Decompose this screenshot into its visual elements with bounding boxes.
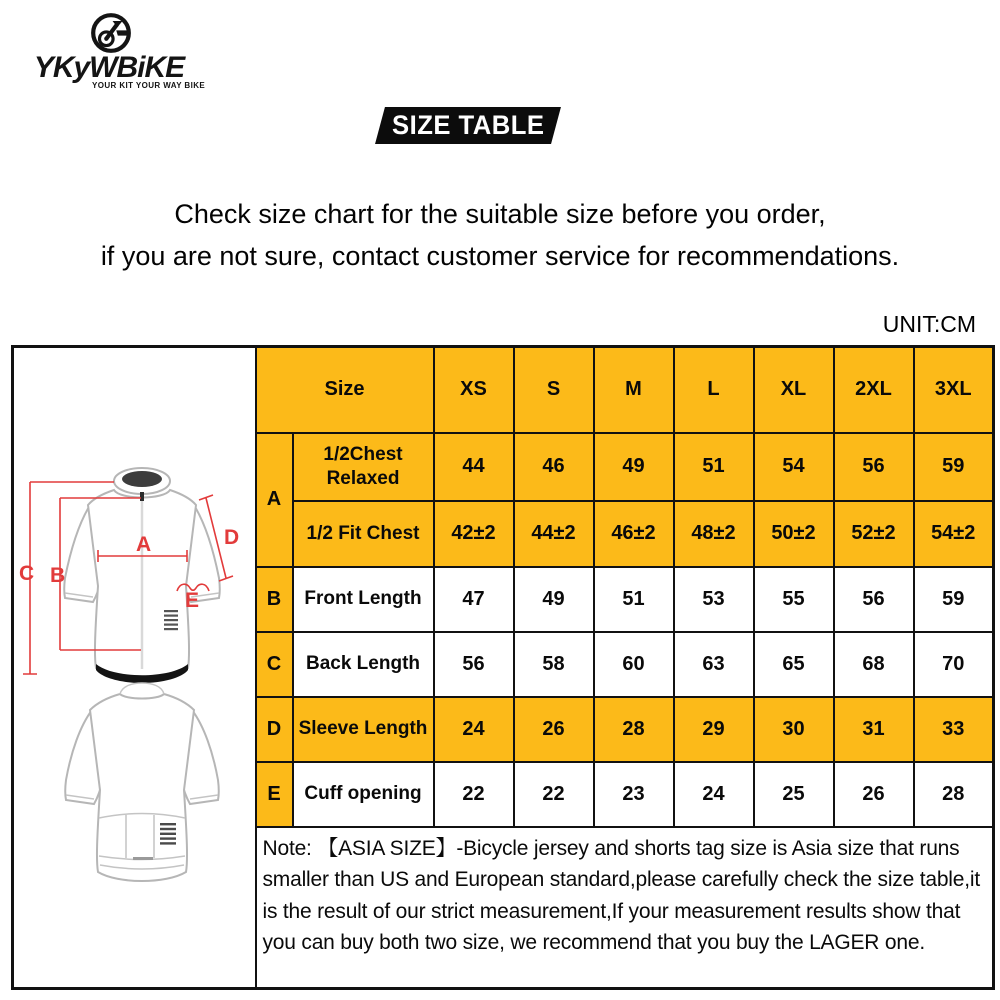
measure-name: Front Length — [293, 567, 434, 632]
row-letter-b: B — [256, 567, 293, 632]
table-cell: 31 — [834, 697, 914, 762]
row-letter-d: D — [256, 697, 293, 762]
table-cell: 52±2 — [834, 501, 914, 567]
table-cell: 25 — [754, 762, 834, 827]
table-cell: 44 — [434, 433, 514, 501]
measure-name: Back Length — [293, 632, 434, 697]
asia-size-note: Note: 【ASIA SIZE】-Bicycle jersey and shorts tag size is Asia size that runs smaller than US and European standard,please carefully check the size table,it is the result of our strict measurement,If your measurement results show that you can buy both two size, we recommend that you buy the LAGER one. — [256, 827, 994, 989]
brand-name: YKyWBiKE — [33, 51, 185, 84]
table-cell: 56 — [434, 632, 514, 697]
table-cell: 46±2 — [594, 501, 674, 567]
table-cell: 46 — [514, 433, 594, 501]
size-col-header-xs: XS — [434, 347, 514, 433]
table-cell: 49 — [594, 433, 674, 501]
page-title: SIZE TABLE — [391, 110, 545, 140]
measure-name: Cuff opening — [293, 762, 434, 827]
row-letter-a: A — [256, 433, 293, 567]
table-cell: 59 — [914, 433, 994, 501]
measure-label-b: B — [50, 564, 66, 587]
table-cell: 50±2 — [754, 501, 834, 567]
table-cell: 22 — [514, 762, 594, 827]
table-cell: 23 — [594, 762, 674, 827]
measure-label-d: D — [224, 526, 240, 549]
table-cell: 53 — [674, 567, 754, 632]
measure-name: Sleeve Length — [293, 697, 434, 762]
size-header-cell: Size — [256, 347, 434, 433]
size-col-header-2xl: 2XL — [834, 347, 914, 433]
unit-label: UNIT:CM — [882, 311, 976, 337]
measure-label-a: A — [136, 533, 152, 556]
table-cell: 42±2 — [434, 501, 514, 567]
intro-line-2: if you are not sure, contact customer service for recommendations. — [100, 241, 900, 271]
table-cell: 33 — [914, 697, 994, 762]
title-banner — [375, 107, 561, 144]
brand-logo — [0, 0, 230, 100]
table-cell: 22 — [434, 762, 514, 827]
row-letter-c: C — [256, 632, 293, 697]
table-cell: 51 — [674, 433, 754, 501]
size-table — [11, 345, 995, 990]
table-cell: 68 — [834, 632, 914, 697]
table-cell: 58 — [514, 632, 594, 697]
table-cell: 26 — [834, 762, 914, 827]
measure-label-c: C — [19, 562, 35, 585]
bike-wheel-icon — [90, 11, 132, 55]
row-letter-e: E — [256, 762, 293, 827]
size-col-header-xl: XL — [754, 347, 834, 433]
table-cell: 63 — [674, 632, 754, 697]
table-cell: 48±2 — [674, 501, 754, 567]
table-cell: 54±2 — [914, 501, 994, 567]
measure-name: 1/2Chest Relaxed — [293, 433, 434, 501]
table-cell: 44±2 — [514, 501, 594, 567]
jersey-measurement-diagram — [14, 348, 257, 987]
measure-label-e: E — [185, 589, 200, 612]
size-col-header-3xl: 3XL — [914, 347, 994, 433]
table-cell: 29 — [674, 697, 754, 762]
table-cell: 47 — [434, 567, 514, 632]
table-cell: 59 — [914, 567, 994, 632]
measure-name: 1/2 Fit Chest — [293, 501, 434, 567]
intro-text — [0, 193, 1000, 277]
table-cell: 54 — [754, 433, 834, 501]
table-cell: 56 — [834, 433, 914, 501]
table-cell: 60 — [594, 632, 674, 697]
table-cell: 24 — [434, 697, 514, 762]
table-cell: 49 — [514, 567, 594, 632]
jersey-diagram-cell — [13, 347, 256, 989]
table-cell: 28 — [914, 762, 994, 827]
table-cell: 55 — [754, 567, 834, 632]
table-cell: 30 — [754, 697, 834, 762]
size-col-header-m: M — [594, 347, 674, 433]
table-cell: 51 — [594, 567, 674, 632]
size-col-header-l: L — [674, 347, 754, 433]
table-cell: 65 — [754, 632, 834, 697]
brand-tagline: YOUR KIT YOUR WAY BIKE — [92, 81, 206, 90]
table-cell: 56 — [834, 567, 914, 632]
table-cell: 26 — [514, 697, 594, 762]
jersey-back-figure — [65, 683, 219, 881]
table-cell: 70 — [914, 632, 994, 697]
table-header-row — [13, 347, 994, 433]
table-cell: 24 — [674, 762, 754, 827]
table-cell: 28 — [594, 697, 674, 762]
size-col-header-s: S — [514, 347, 594, 433]
intro-line-1: Check size chart for the suitable size before you order, — [174, 199, 826, 229]
